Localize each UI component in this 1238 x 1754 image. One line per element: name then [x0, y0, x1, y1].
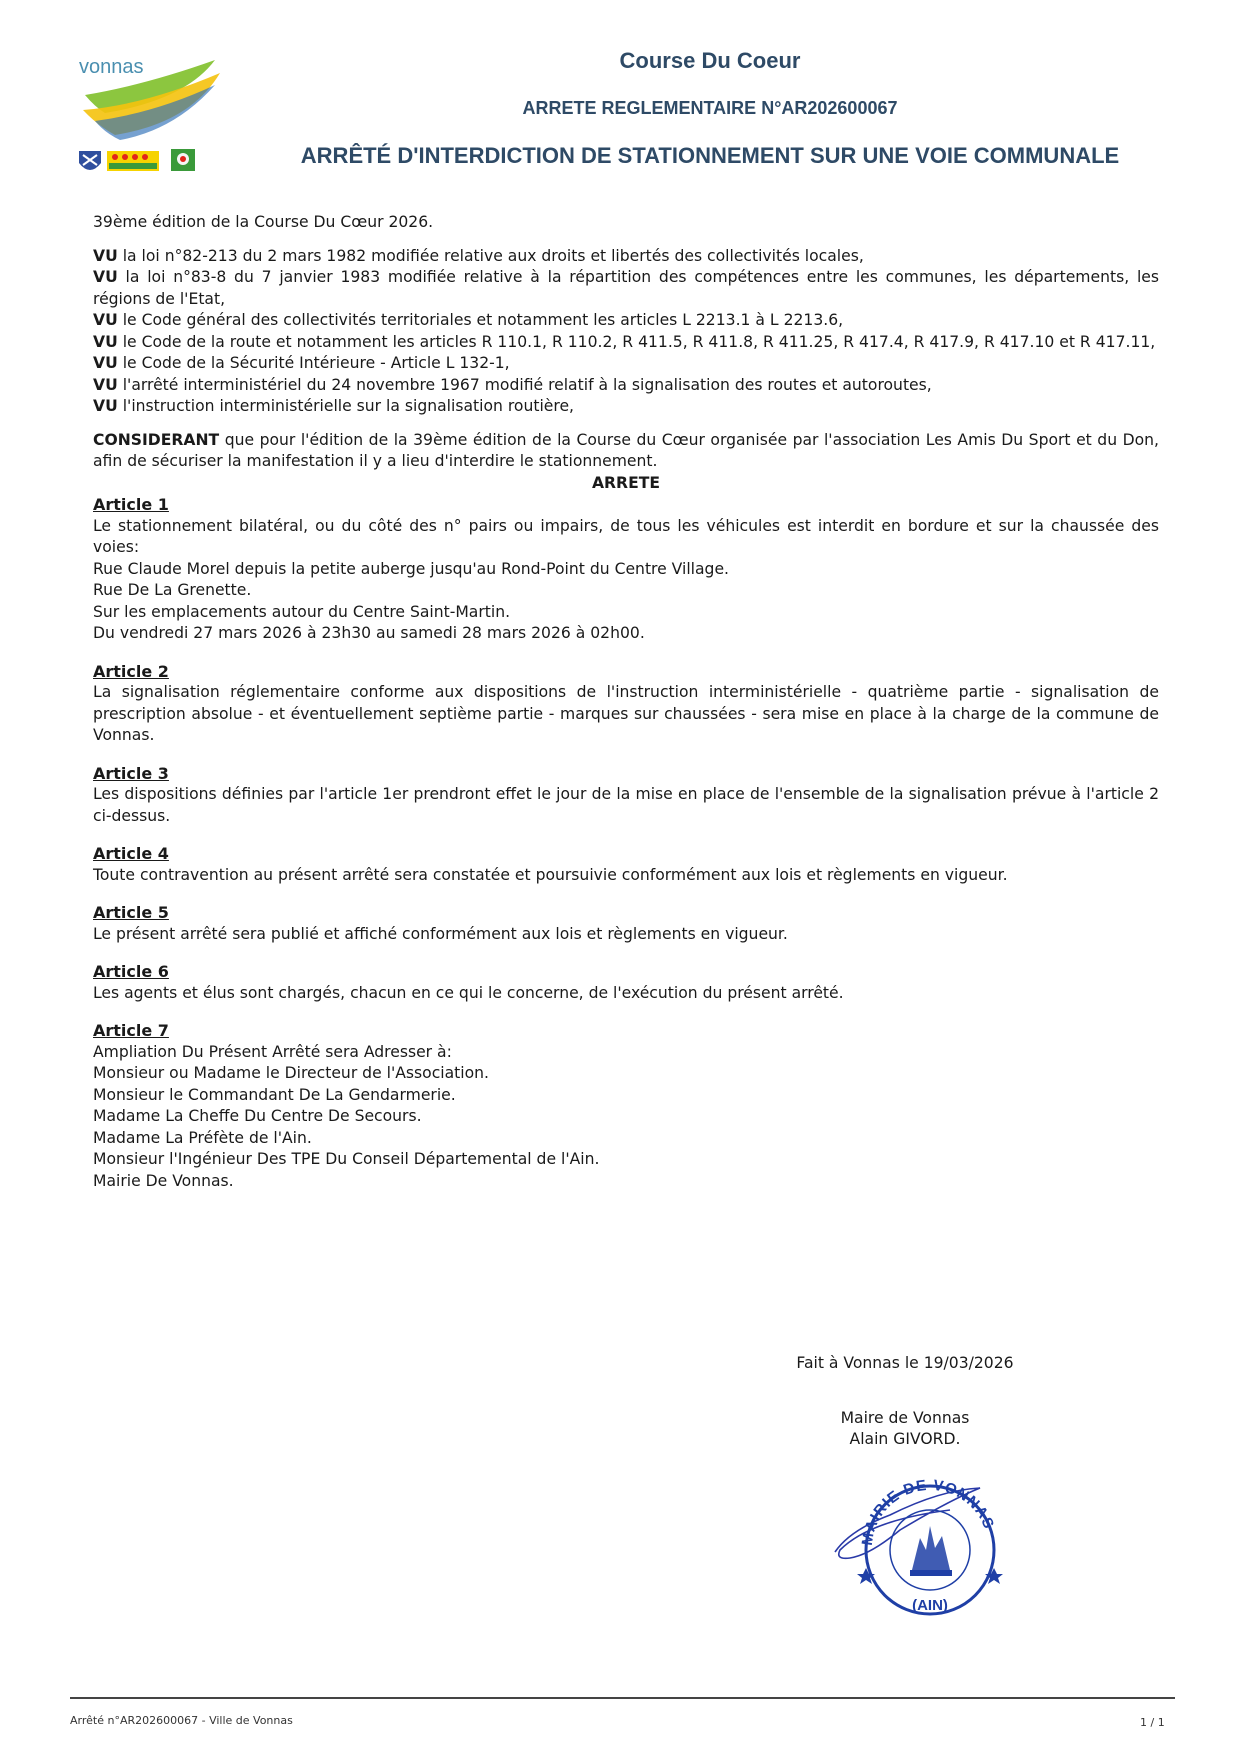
- vu-item: [93, 267, 1159, 310]
- page-title: Course Du Coeur: [619, 48, 801, 73]
- vu-text: le Code de la route et notamment les articles R 110.1, R 110.2, R 411.5, R 411.8, R 411.25, R 417.4, R 417.9, R 417.10 et R 417.11,: [122, 332, 1156, 351]
- vu-text: l'instruction interministérielle sur la signalisation routière,: [122, 397, 574, 415]
- article-line: Monsieur ou Madame le Directeur de l'Association.: [93, 1064, 489, 1082]
- vu-item: [93, 353, 1159, 375]
- article-7: [93, 1020, 1159, 1192]
- vu-text: le Code de la Sécurité Intérieure - Article L 132-1,: [122, 354, 510, 372]
- article-2: [93, 661, 1159, 747]
- article-line: Madame La Préfète de l'Ain.: [93, 1128, 312, 1147]
- vu-label: VU: [93, 246, 118, 265]
- article-title: Article 1: [93, 495, 169, 514]
- decree-number: ARRETE REGLEMENTAIRE N°AR202600067: [522, 98, 898, 118]
- article-line: Le présent arrêté sera publié et affiché conformément aux lois et règlements en vigueur.: [93, 924, 788, 943]
- article-line: Madame La Cheffe Du Centre De Secours.: [93, 1107, 422, 1125]
- vu-item: [93, 246, 1159, 268]
- vu-label: VU: [93, 268, 118, 286]
- article-title: Article 6: [93, 962, 169, 981]
- eco-label-icon: [171, 149, 195, 171]
- considerant-label: CONSIDERANT: [93, 430, 220, 449]
- vu-text: l'arrêté interministériel du 24 novembre 1967 modifié relatif à la signalisation des routes et autoroutes,: [122, 375, 932, 394]
- article-title: Article 3: [93, 763, 169, 783]
- article-line: Le stationnement bilatéral, ou du côté des n° pairs ou impairs, de tous les véhicules est interdit en bordure et sur la chaussée des voies:: [93, 516, 1159, 556]
- article-1: [93, 494, 1159, 645]
- place-date: Fait à Vonnas le 19/03/2026: [796, 1354, 1014, 1372]
- vu-text: la loi n°83-8 du 7 janvier 1983 modifiée relative à la répartition des compétences entre les communes, les départements, les régions de l'Etat,: [93, 268, 1159, 308]
- vu-item: [93, 396, 1159, 418]
- article-line: Les dispositions définies par l'article 1er prendront effet le jour de la mise en place de l'ensemble de la signalisation prévue à l'article 2 ci-dessus.: [93, 785, 1159, 825]
- vu-label: VU: [93, 397, 118, 415]
- vu-list: [93, 246, 1159, 418]
- footer-reference: Arrêté n°AR202600067 - Ville de Vonnas: [70, 1714, 293, 1727]
- mayor-role: Maire de Vonnas: [840, 1409, 970, 1427]
- villes-fleuries-badge-icon: [107, 151, 159, 171]
- article-line: La signalisation réglementaire conforme aux dispositions de l'instruction interministérielle - quatrième partie - signalisation de prescription absolue - et éventuellement septième partie - marques sur chaussées - sera mise en place à la charge de la commune de Vonnas.: [93, 683, 1159, 744]
- vu-label: VU: [93, 332, 118, 351]
- article-4: [93, 843, 1159, 886]
- vu-item: [93, 310, 1159, 332]
- considerant: [93, 430, 1159, 473]
- article-6: [93, 961, 1159, 1004]
- article-title: Article 5: [93, 903, 169, 922]
- intro-line: 39ème édition de la Course Du Cœur 2026.: [93, 213, 434, 231]
- article-line: Monsieur l'Ingénieur Des TPE Du Conseil Départemental de l'Ain.: [93, 1150, 600, 1168]
- vu-label: VU: [93, 354, 118, 372]
- svg-text:MAIRIE DE VONNAS: [859, 1477, 998, 1547]
- article-line: Toute contravention au présent arrêté sera constatée et poursuivie conformément aux lois et règlements en vigueur.: [93, 865, 1008, 884]
- page-number: 1 / 1: [1140, 1716, 1165, 1729]
- article-line: Ampliation Du Présent Arrêté sera Adresser à:: [93, 1042, 452, 1061]
- article-title: Article 7: [93, 1021, 169, 1040]
- mayor-name: Alain GIVORD.: [849, 1430, 961, 1448]
- decree-heading: ARRÊTÉ D'INTERDICTION DE STATIONNEMENT SUR UNE VOIE COMMUNALE: [300, 143, 1120, 168]
- official-stamp: [830, 1460, 1040, 1620]
- article-line: Du vendredi 27 mars 2026 à 23h30 au samedi 28 mars 2026 à 02h00.: [93, 624, 645, 642]
- vu-label: VU: [93, 375, 118, 394]
- vonnas-logo: [75, 55, 225, 173]
- article-line: Les agents et élus sont chargés, chacun en ce qui le concerne, de l'exécution du présent arrêté.: [93, 983, 844, 1002]
- vu-label: VU: [93, 311, 118, 329]
- vu-item: [93, 375, 1159, 397]
- stamp-bottom-text: (AIN): [912, 1597, 948, 1614]
- arrete-heading: ARRETE: [591, 473, 661, 492]
- article-5: [93, 902, 1159, 945]
- article-title: Article 2: [93, 661, 169, 681]
- article-line: Sur les emplacements autour du Centre Saint-Martin.: [93, 602, 511, 621]
- coat-of-arms-icon: [79, 151, 101, 170]
- vu-item: [93, 332, 1159, 354]
- footer-divider: [70, 1697, 1175, 1699]
- article-line: Monsieur le Commandant De La Gendarmerie.: [93, 1085, 456, 1104]
- article-3: [93, 763, 1159, 828]
- vu-text: le Code général des collectivités territoriales et notamment les articles L 2213.1 à L 2213.6,: [122, 311, 844, 329]
- considerant-text: que pour l'édition de la 39ème édition de la Course du Cœur organisée par l'association Les Amis Du Sport et du Don, afin de sécuriser la manifestation il y a lieu d'interdire le stationnement.: [93, 430, 1159, 470]
- article-line: Mairie De Vonnas.: [93, 1171, 234, 1190]
- vu-text: la loi n°82-213 du 2 mars 1982 modifiée relative aux droits et libertés des collectivités locales,: [122, 246, 864, 265]
- signature-block: [740, 1353, 1070, 1450]
- article-title: Article 4: [93, 844, 169, 863]
- article-line: Rue De La Grenette.: [93, 581, 252, 599]
- logo-wordmark: vonnas: [79, 56, 144, 78]
- stamp-top-text: MAIRIE DE VONNAS: [858, 1476, 998, 1547]
- document-body: [93, 212, 1159, 1208]
- article-line: Rue Claude Morel depuis la petite auberge jusqu'au Rond-Point du Centre Village.: [93, 559, 729, 578]
